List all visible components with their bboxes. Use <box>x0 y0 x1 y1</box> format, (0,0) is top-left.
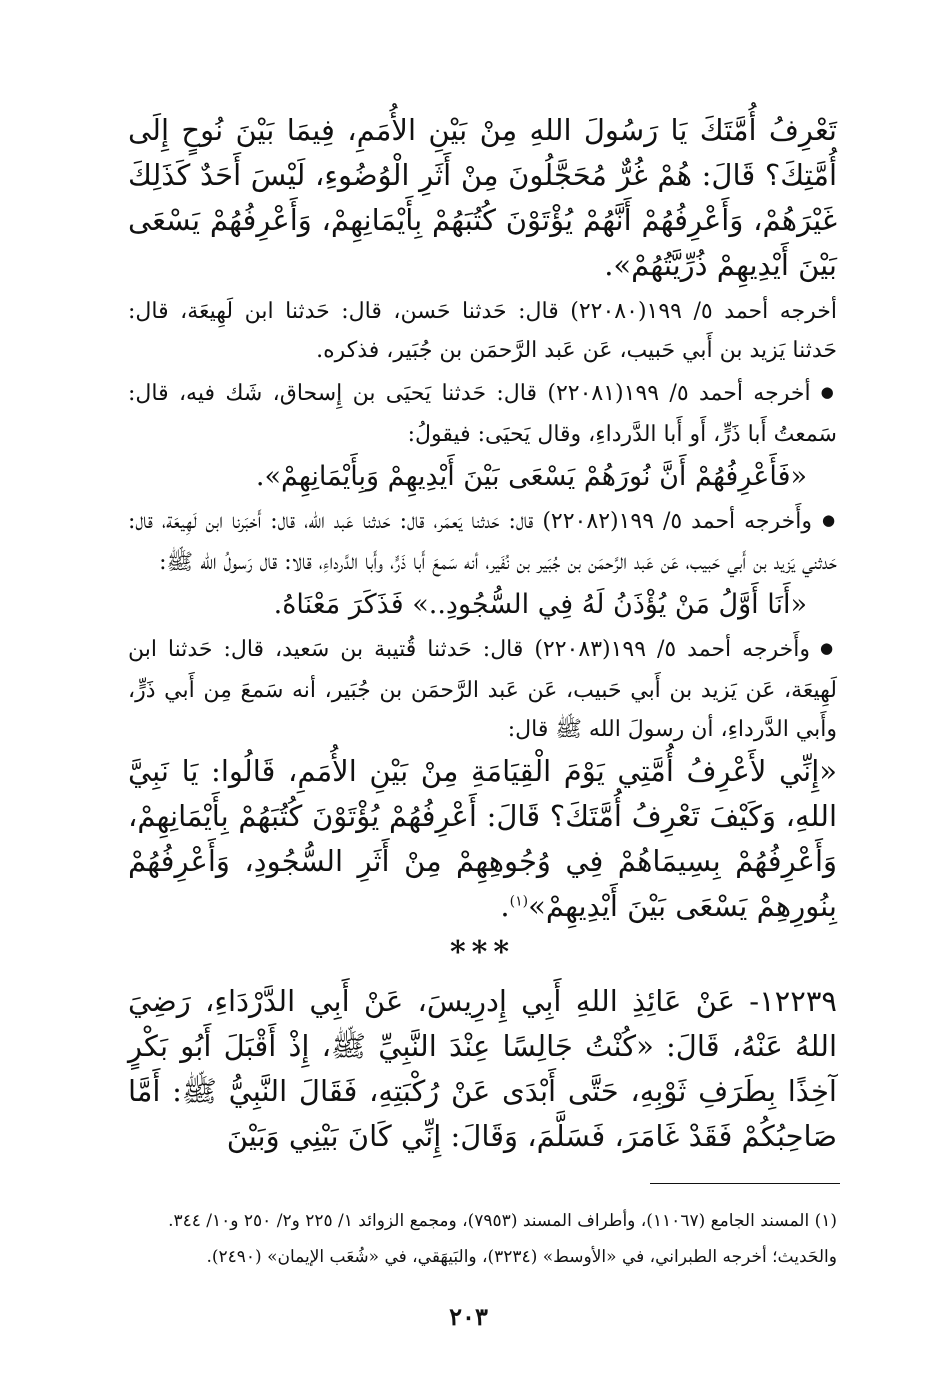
main-paragraph-1 <box>128 108 837 288</box>
main-text <box>128 108 837 929</box>
paragraph-text: أخرجه أحمد ٥/ ١٩٩(٢٢٠٨١) قال: حَدثنا يَحيَى بن إِسحاق، شَك فيه، قال: سَمعتُ أَبا ذَرٍّ، أَو أَبا الدَّرداءِ، وقال يَحيَى: فيقولُ: <box>128 381 837 447</box>
main-paragraph-7 <box>128 630 837 749</box>
main-paragraph-4 <box>128 456 837 498</box>
main-paragraph-5 <box>128 502 837 582</box>
footnote-divider <box>650 1183 840 1184</box>
main-text-continued <box>128 979 837 1159</box>
main-paragraph-8: «إِنِّي لأَعْرِفُ أُمَّتِي يَوْمَ الْقِيَامَةِ مِنْ بَيْنِ الأُمَمِ، قَالُوا: يَا نَبِيَّ اللهِ، وَكَيْفَ تَعْرِفُ أُمَّتَكَ؟ قَالَ: أَعْرِفُهُمْ يُؤْتَوْنَ كُتُبَهُمْ بِأَيْمَانِهِمْ، وَأَعْرِفُهُمْ بِسِيمَاهُمْ فِي وُجُوهِهِمْ مِنْ أَثَرِ السُّجُودِ، وَأَعْرِفُهُمْ بِنُورِهِمْ يَسْعَى بَيْنَ أَيْدِيهِمْ»$^{(١)}$. <box>128 754 837 923</box>
paragraph-text: «أَنَا أَوَّلُ مَنْ يُؤْذَنُ لَهُ فِي السُّجُودِ..» فَذَكَرَ مَعْنَاهُ. <box>273 589 807 620</box>
footnote-ref[interactable]: (١) <box>509 893 529 910</box>
main-paragraph-6 <box>128 584 837 626</box>
footnote-1-continued: والحَديث؛ أخرجه الطبراني، في «الأوسط» (٣٢٣٤)، والبَيهَقي، في «شُعَب الإيمان» (٢٤٩٠). <box>206 1247 837 1267</box>
paragraph-text: ١٢٢٣٩- عَنْ عَائِذِ اللهِ أَبِي إِدرِيسَ، عَنْ أَبِي الدَّرْدَاءِ، رَضِيَ اللهُ عَنْهُ، قَالَ: «كُنْتُ جَالِسًا عِنْدَ النَّبِيِّ ﷺ، إِذْ أَقْبَلَ أَبُو بَكْرٍ آخِذًا بِطَرَفِ ثَوْبِهِ، حَتَّى أَبْدَى عَنْ رُكْبَتِهِ، فَقَالَ النَّبِيُّ ﷺ: أَمَّا صَاحِبُكُمْ فَقَدْ غَامَرَ، فَسَلَّمَ، وَقَالَ: إِنِّي كَانَ بَيْنِي وَبَيْنَ <box>128 984 838 1153</box>
page-number: ٢٠٣ <box>449 1302 488 1331</box>
paragraph-text: «فَأَعْرِفُهُمْ أَنَّ نُورَهُمْ يَسْعَى بَيْنَ أَيْدِيهِمْ وَبِأَيْمَانِهِمْ». <box>255 461 807 492</box>
paragraph-text: أخرجه أحمد ٥/ ١٩٩(٢٢٠٨٠) قال: حَدثنا حَسن، قال: حَدثنا ابن لَهِيعَة، قال: حَدثنا يَزيد بن أَبي حَبيب، عَن عَبد الرَّحمَن بن جُبَير، فذكره. <box>128 299 838 363</box>
footnote-1: (١) المسند الجامع (١١٠٦٧)، وأطراف المسند (٧٩٥٣)، ومجمع الزوائد ١/ ٢٢٥ و٢/ ٢٥٠ و١٠/ ٣٤٤. <box>168 1211 837 1231</box>
paragraph-text: «إِنِّي لأَعْرِفُ أُمَّتِي يَوْمَ الْقِيَامَةِ مِنْ بَيْنِ الأُمَمِ، قَالُوا: يَا نَبِيَّ اللهِ، وَكَيْفَ تَعْرِفُ أُمَّتَكَ؟ قَالَ: أَعْرِفُهُمْ يُؤْتَوْنَ كُتُبَهُمْ بِأَيْمَانِهِمْ، وَأَعْرِفُهُمْ بِسِيمَاهُمْ فِي وُجُوهِهِمْ مِنْ أَثَرِ السُّجُودِ، وَأَعْرِفُهُمْ بِنُورِهِمْ يَسْعَى بَيْنَ أَيْدِيهِمْ» <box>128 754 837 923</box>
main-paragraph-2 <box>128 292 837 370</box>
paragraph-text: وأَخرجه أحمد ٥/ ١٩٩(٢٢٠٨٢) قال: حَدثنا يَعمَر، قال: حَدثنا عَبد الله، قال: أَخبَرنا ابن لَهِيعَة، قال: حَدثني يَزيد بن أَبي حَبيب، عَن عَبد الرَّحمَن بن جُبَير بن نُفَير، أنه سَمعَ أَبا ذَرٍّ، وأَبا الدَّرداءِ، قالا: قال رَسولُ الله ﷺ: <box>128 509 837 575</box>
paragraph-text: وأَخرجه أحمد ٥/ ١٩٩(٢٢٠٨٣) قال: حَدثنا قُتيبة بن سَعيد، قال: حَدثنا ابن لَهِيعَة، عَن يَزيد بن أَبي حَبيب، عَن عَبد الرَّحمَن بن جُبَير، أنه سَمعَ مِن أَبي ذَرٍّ، وأَبي الدَّرداءِ، أن رسولَ الله ﷺ قال: <box>128 637 837 742</box>
second-paragraph-1 <box>128 979 837 1159</box>
footnotes <box>128 1203 837 1275</box>
main-paragraph-3 <box>128 374 837 454</box>
paragraph-text: تَعْرِفُ أُمَّتَكَ يَا رَسُولَ اللهِ مِنْ بَيْنِ الأُمَمِ، فِيمَا بَيْنَ نُوحٍ إِلَى أُمَّتِكَ؟ قَالَ: هُمْ غُرٌّ مُحَجَّلُونَ مِنْ أَثَرِ الْوُضُوءِ، لَيْسَ أَحَدٌ كَذَلِكَ غَيْرَهُمْ، وَأَعْرِفُهُمْ أَنَّهُمْ يُؤْتَوْنَ كُتُبَهُمْ بِأَيْمَانِهِمْ، وَأَعْرِفُهُمْ يَسْعَى بَيْنَ أَيْدِيهِمْ ذُرِّيَّتُهُمْ». <box>128 113 837 282</box>
section-separator: *** <box>449 935 516 970</box>
